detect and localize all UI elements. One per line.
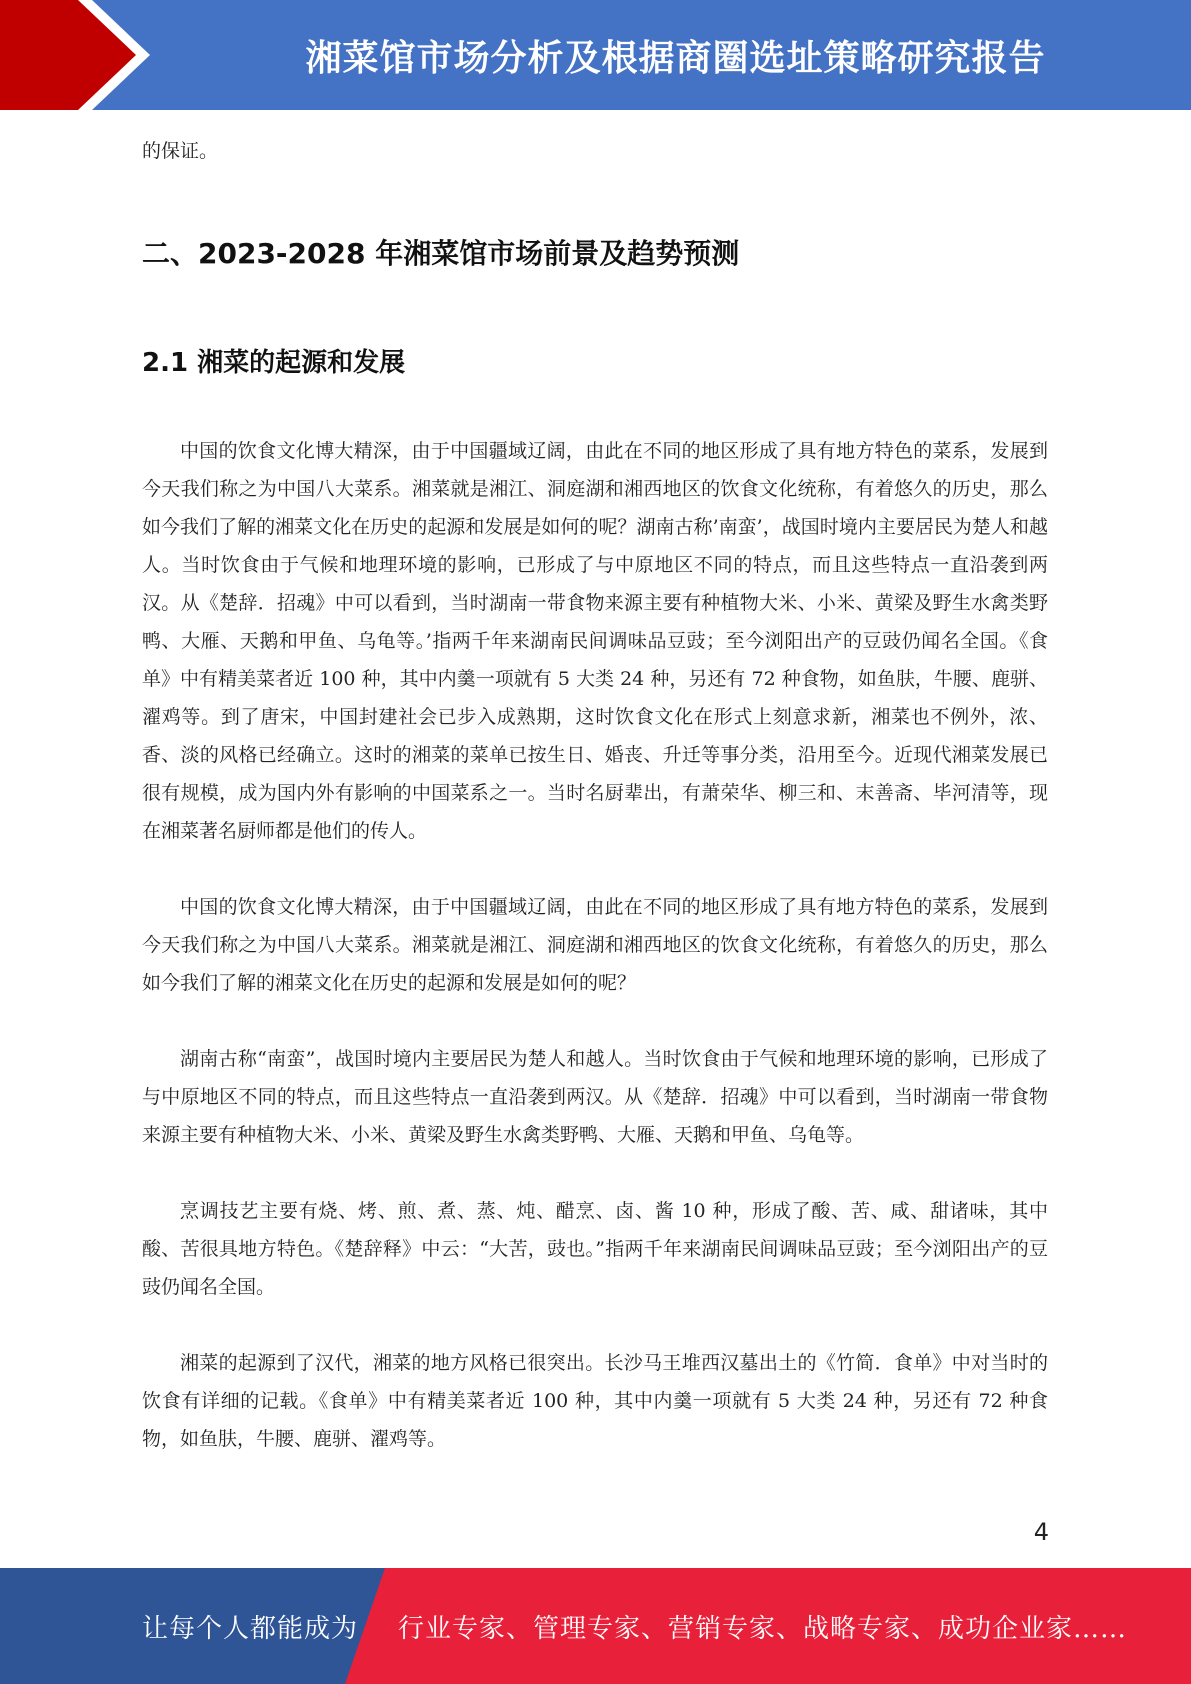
paragraph: 中国的饮食文化博大精深，由于中国疆域辽阔，由此在不同的地区形成了具有地方特色的菜系，发展到今天我们称之为中国八大菜系。湘菜就是湘江、洞庭湖和湘西地区的饮食文化统称，有着悠久的历史，那么如今我们了解的湘菜文化在历史的起源和发展是如何的呢？湖南古称’南蛮’，战国时境内主要居民为楚人和越人。当时饮食由于气候和地理环境的影响，已形成了与中原地区不同的特点，而且这些特点一直沿袭到两汉。从《楚辞．招魂》中可以看到，当时湖南一带食物来源主要有种植物大米、小米、黄梁及野生水禽类野鸭、大雁、天鹅和甲鱼、乌龟等。’指两千年来湖南民间调味品豆豉；至今浏阳出产的豆豉仍闻名全国。《食单》中有精美菜者近 100 种，其中内羹一项就有 5 大类 24 种，另还有 72 种食物，如鱼肤，牛腰、鹿骈、濯鸡等。到了唐宋，中国封建社会已步入成熟期，这时饮食文化在形式上刻意求新，湘菜也不例外，浓、香、淡的风格已经确立。这时的湘菜的菜单已按生日、婚丧、升迁等事分类，沿用至今。近现代湘菜发展已很有规模，成为国内外有影响的中国菜系之一。当时名厨辈出，有萧荣华、柳三和、末善斋、毕河清等，现在湘菜著名厨师都是他们的传人。 <box>142 440 1048 842</box>
paragraph: 湘菜的起源到了汉代，湘菜的地方风格已很突出。长沙马王堆西汉墓出土的《竹简．食单》中对当时的饮食有详细的记载。《食单》中有精美菜者近 100 种，其中内羹一项就有 5 大类 24 种，另还有 72 种食物，如鱼肤，牛腰、鹿骈、濯鸡等。 <box>142 1352 1048 1450</box>
paragraph: 湖南古称“南蛮”，战国时境内主要居民为楚人和越人。当时饮食由于气候和地理环境的影响，已形成了与中原地区不同的特点，而且这些特点一直沿袭到两汉。从《楚辞．招魂》中可以看到，当时湖南一带食物来源主要有种植物大米、小米、黄梁及野生水禽类野鸭、大雁、天鹅和甲鱼、乌龟等。 <box>142 1048 1048 1146</box>
footer-slogan-left: 让每个人都能成为 <box>142 1613 359 1644</box>
page-number: 4 <box>1033 1518 1049 1546</box>
report-title: 湘菜馆市场分析及根据商圈选址策略研究报告 <box>305 37 1046 79</box>
page-header <box>0 0 1191 110</box>
page-footer <box>0 1568 1191 1684</box>
paragraph: 中国的饮食文化博大精深，由于中国疆域辽阔，由此在不同的地区形成了具有地方特色的菜系，发展到今天我们称之为中国八大菜系。湘菜就是湘江、洞庭湖和湘西地区的饮食文化统称，有着悠久的历史，那么如今我们了解的湘菜文化在历史的起源和发展是如何的呢？ <box>142 896 1048 994</box>
subsection-heading: 2.1 湘菜的起源和发展 <box>142 348 406 378</box>
section-heading: 二、2023-2028 年湘菜馆市场前景及趋势预测 <box>142 237 740 270</box>
footer-slogan-right: 行业专家、管理专家、营销专家、战略专家、成功企业家…… <box>398 1613 1128 1644</box>
body-paragraphs <box>142 432 1048 1458</box>
lead-text: 的保证。 <box>142 140 219 162</box>
paragraph: 烹调技艺主要有烧、烤、煎、煮、蒸、炖、醋烹、卤、酱 10 种，形成了酸、苦、咸、甜诸味，其中酸、苦很具地方特色。《楚辞释》中云：“大苦，豉也。”指两千年来湖南民间调味品豆豉；至今浏阳出产的豆豉仍闻名全国。 <box>142 1200 1048 1298</box>
header-chevron-decoration <box>0 0 160 110</box>
page-content <box>142 132 1048 1496</box>
